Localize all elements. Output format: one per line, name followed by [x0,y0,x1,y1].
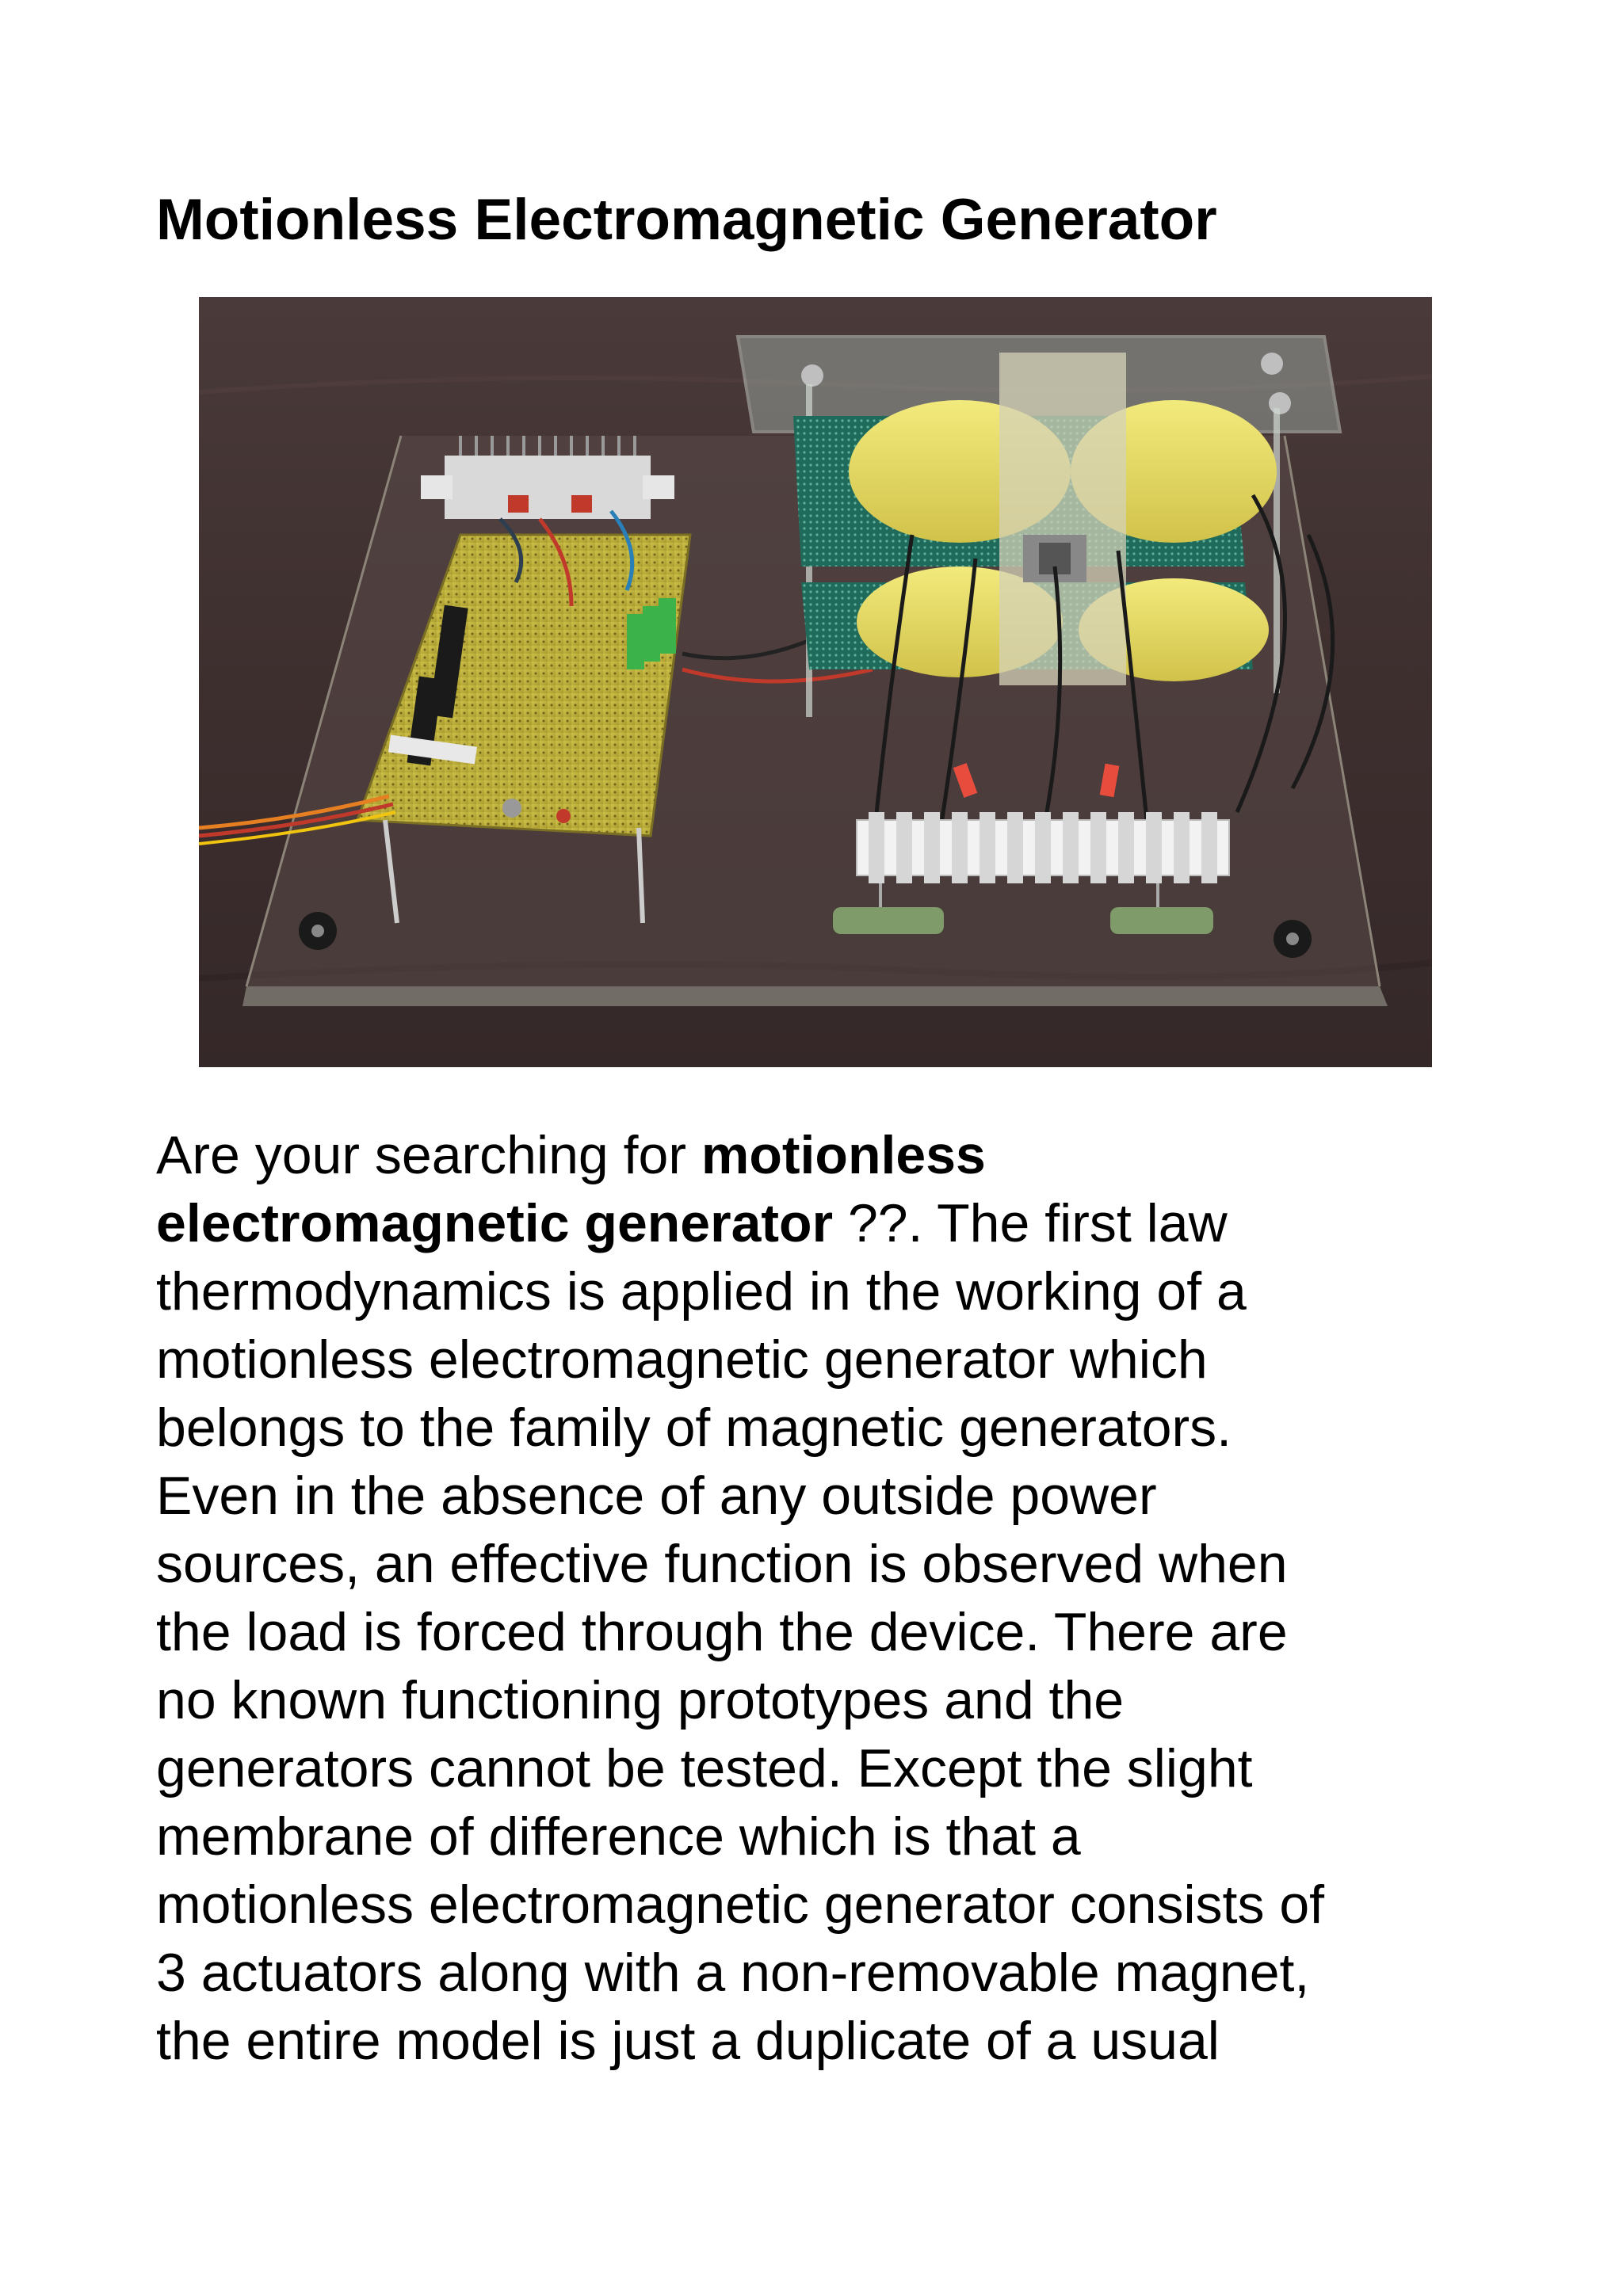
text-line [156,1121,1503,1189]
text-line: thermodynamics is applied in the working of a [156,1261,1247,1322]
bold-keyword: electromagnetic generator [156,1193,834,1253]
text-line: motionless electromagnetic generator consists of [156,1875,1325,1935]
bold-keyword: motionless [701,1125,986,1185]
text-line: motionless electromagnetic generator which [156,1329,1208,1390]
text-line: generators cannot be tested. Except the slight [156,1738,1253,1798]
text-line: Even in the absence of any outside power [156,1466,1157,1526]
text-line: 3 actuators along with a non-removable magnet, [156,1943,1310,2003]
generator-photo [199,297,1432,1067]
page-title: Motionless Electromagnetic Generator [156,188,1217,252]
text-line: belongs to the family of magnetic generators. [156,1398,1232,1458]
text-line [156,1189,1503,1257]
body-paragraph [156,1121,1503,2075]
text-line: the entire model is just a duplicate of a usual [156,2011,1220,2071]
text-line: membrane of difference which is that a [156,1806,1081,1867]
text-segment: ??. The first law [833,1193,1228,1253]
text-line: the load is forced through the device. There are [156,1602,1288,1662]
text-line: sources, an effective function is observed when [156,1534,1288,1594]
text-segment: Are your searching for [156,1125,701,1185]
text-line: no known functioning prototypes and the [156,1670,1125,1730]
